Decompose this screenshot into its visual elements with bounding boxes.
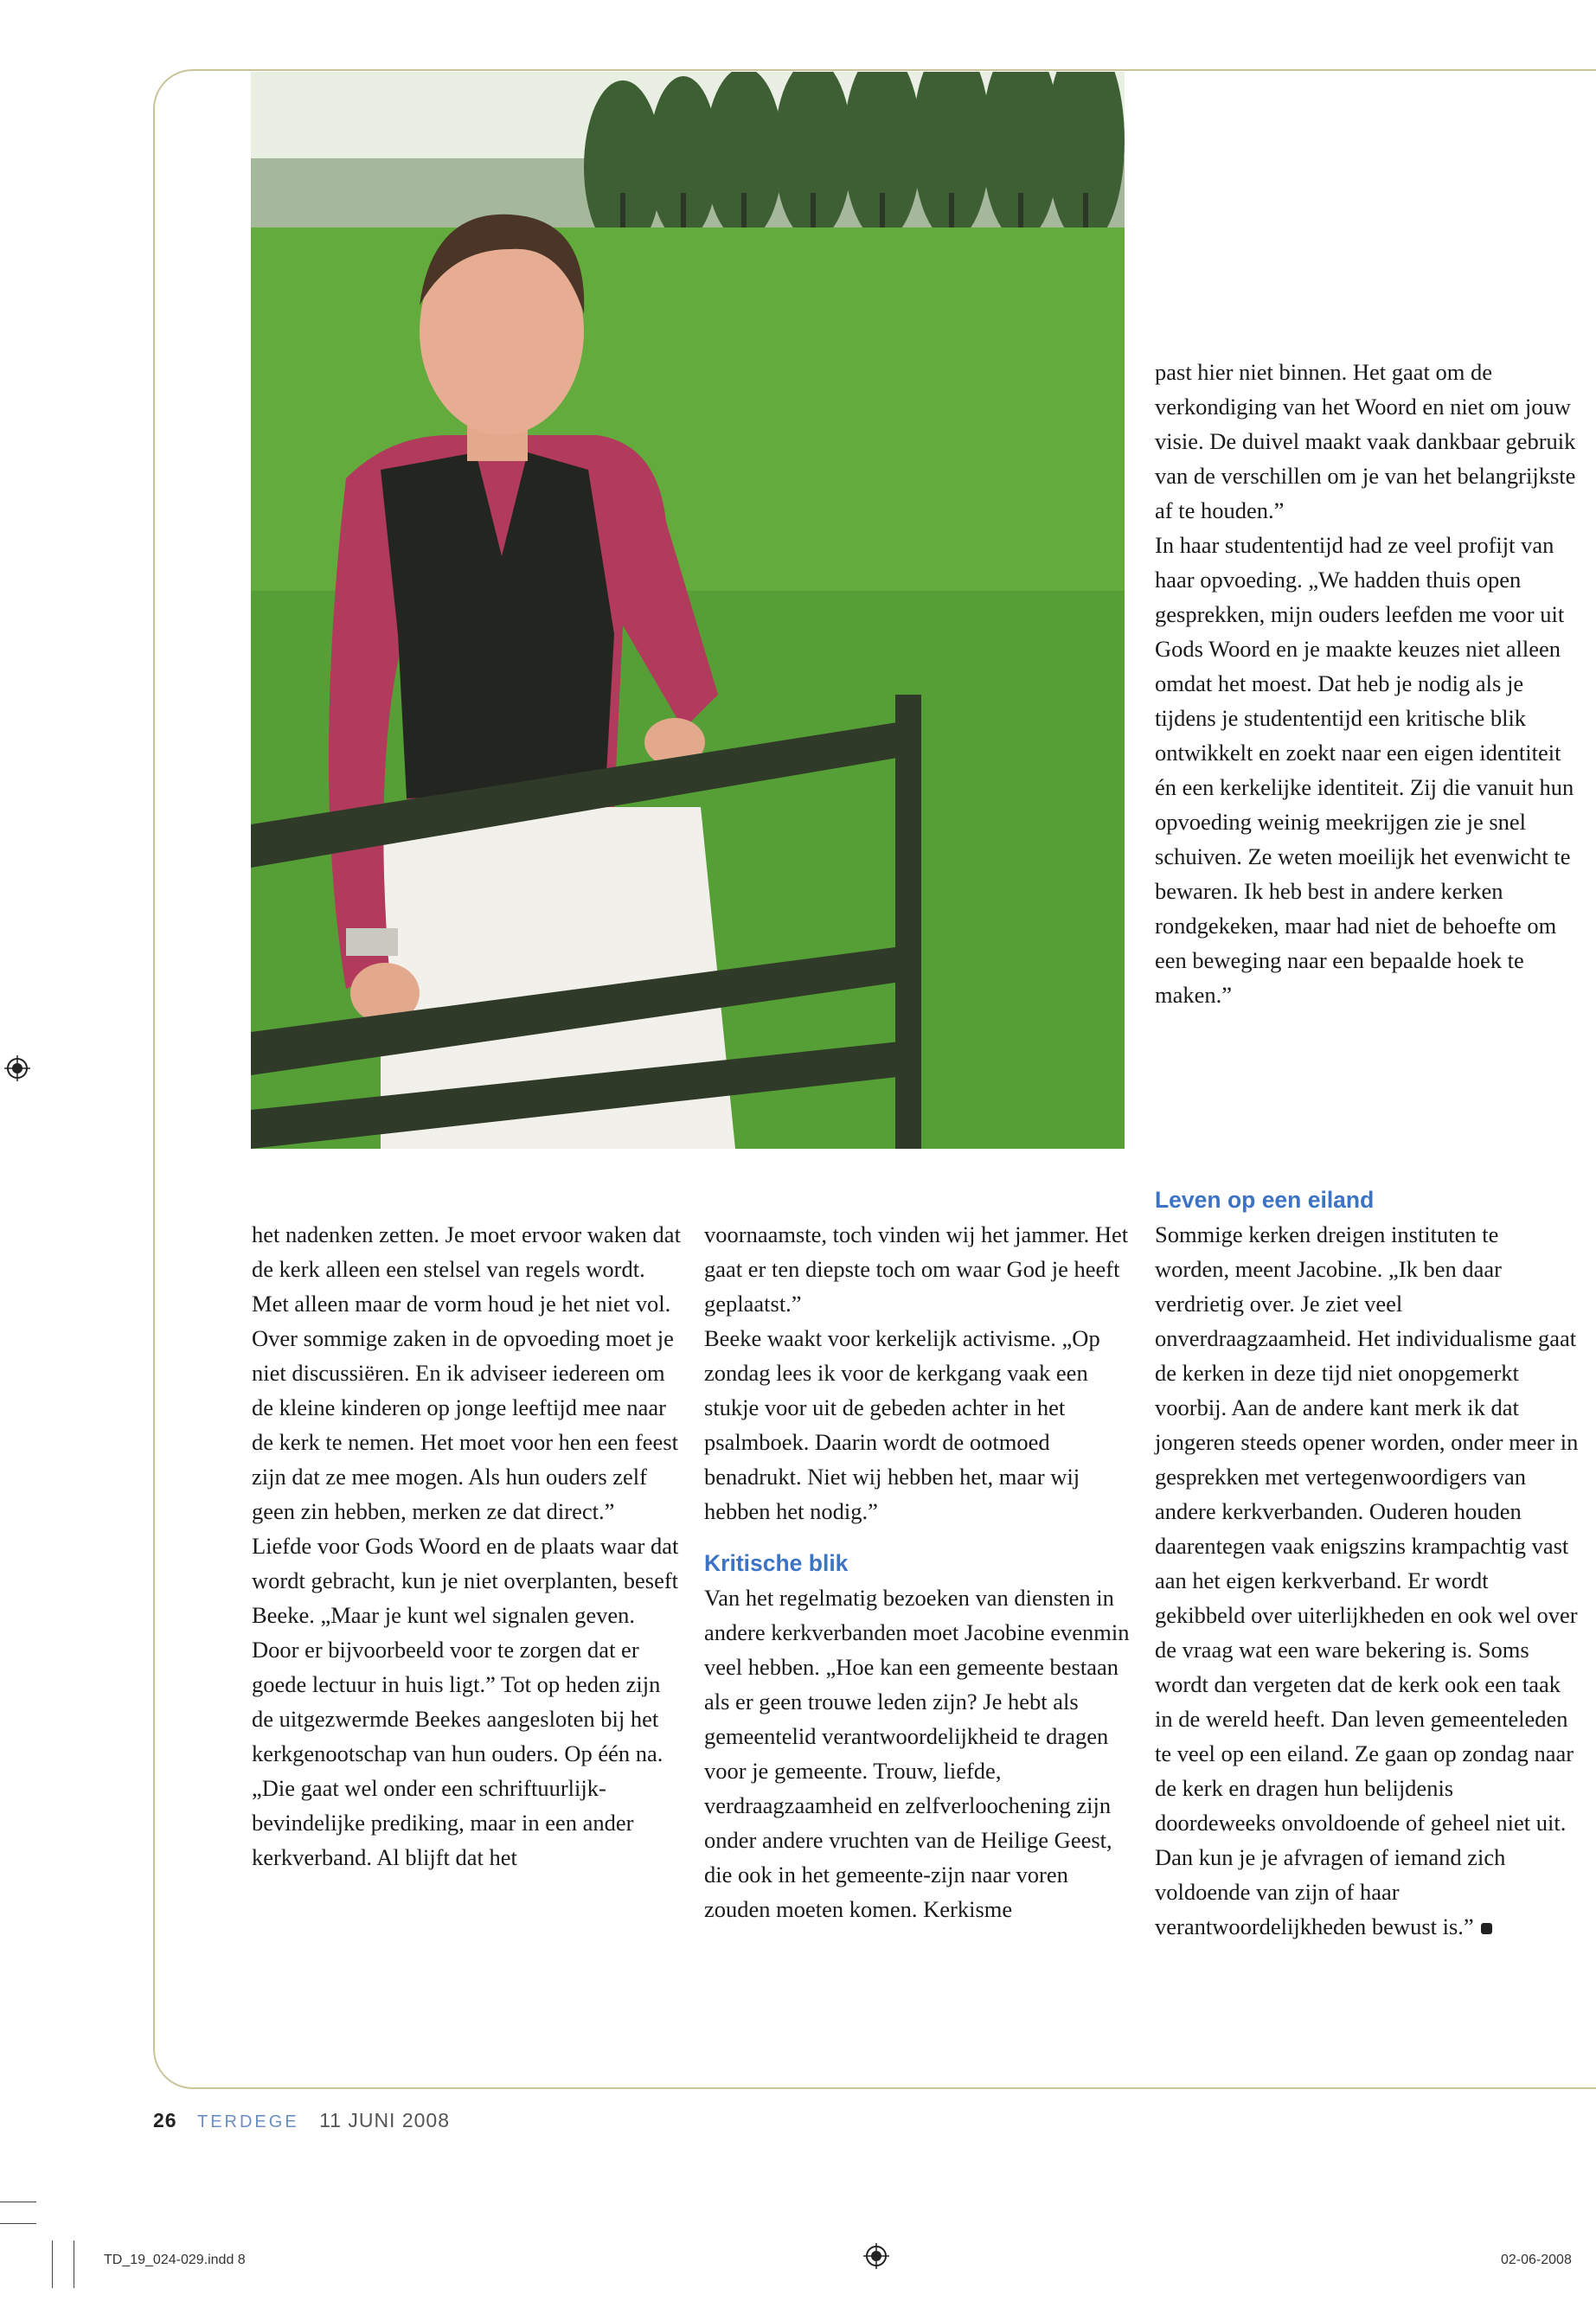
article-column-3-top (1155, 355, 1579, 1012)
end-of-article-icon (1481, 1923, 1492, 1934)
subheading-kritische-blik: Kritische blik (704, 1550, 849, 1576)
article-column-1 (252, 1217, 684, 1875)
paragraph-text: Sommige kerken dreigen instituten te worden, meent Jacobine. „Ik ben daar verdrietig over. Je ziet veel onverdraagzaamheid. Het individualisme gaat de kerken in deze tijd niet onopgemerkt voorbij. Aan de andere kant merk ik dat jongeren steeds opener worden, onder meer in gesprekken met vertegenwoordigers van andere kerkverbanden. Ouderen houden daarentegen vaak enigszins krampachtig vast aan het eigen kerkverband. Er wordt gekibbeld over uiterlijkheden en ook wel over de vraag wat een ware bekering is. Soms wordt dan vergeten dat de kerk ook een taak in de wereld heeft. Dan leven gemeenteleden te veel op een eiland. Ze gaan op zondag naar de kerk en dragen hun belijdenis doordeweeks onvoldoende of geheel niet uit. Dan kun je je afvragen of iemand zich voldoende van zijn of haar verantwoordelijkheden bewust is.” (1155, 1221, 1579, 1939)
page-footer (153, 2109, 450, 2132)
paragraph: het nadenken zetten. Je moet ervoor waken dat de kerk alleen een stelsel van regels wordt. Met alleen maar de vorm houd je het niet vol. Over sommige zaken in de opvoeding moet je niet discussiëren. En ik adviseer iedereen om de kleine kinderen op jonge leeftijd mee naar de kerk te nemen. Het moet voor hen een feest zijn dat ze mee mogen. Als hun ouders zelf geen zin hebben, merken ze dat direct.” (252, 1221, 681, 1524)
issue-date: 11 JUNI 2008 (319, 2109, 450, 2131)
slug-date: 02-06-2008 (1501, 2253, 1572, 2267)
article-column-3-bottom (1155, 1183, 1579, 1944)
paragraph (1155, 1217, 1579, 1944)
paragraph: Liefde voor Gods Woord en de plaats waar dat wordt gebracht, kun je niet overplanten, beseft Beeke. „Maar je kunt wel signalen geven. Door er bijvoorbeeld voor te zorgen dat er goede lectuur in huis ligt.” Tot op heden zijn de uitgezwermde Beekes aangesloten bij het kerkgenootschap van hun ouders. Op één na. „Die gaat wel onder een schriftuurlijk-bevindelijke prediking, maar in een ander kerkverband. Al blijft dat het (252, 1533, 679, 1870)
crop-mark (0, 2223, 36, 2224)
paragraph: past hier niet binnen. Het gaat om de verkondiging van het Woord en niet om jouw visie. De duivel maakt vaak dankbaar gebruik van de verschillen om je van het belangrijkste af te houden.” (1155, 359, 1576, 523)
article-column-2 (704, 1217, 1137, 1926)
paragraph: Van het regelmatig bezoeken van diensten in andere kerkverbanden moet Jacobine evenmin veel hebben. „Hoe kan een gemeente bestaan als er geen trouwe leden zijn? Je hebt als gemeentelid verantwoordelijkheid te dragen voor je gemeente. Trouw, liefde, verdraagzaamheid en zelfverloochening zijn onder andere vruchten van de Heilige Geest, die ook in het gemeente-zijn naar voren zouden moeten komen. Kerkisme (704, 1585, 1130, 1922)
registration-mark-icon (863, 2243, 889, 2269)
magazine-name: TERDEGE (196, 2112, 299, 2131)
photo-illustration (251, 72, 1125, 1149)
page-number: 26 (153, 2109, 177, 2131)
crop-mark (52, 2240, 53, 2288)
paragraph: In haar studententijd had ze veel profijt van haar opvoeding. „We hadden thuis open gesprekken, mijn ouders leefden me voor uit Gods Woord en je maakte keuzes niet alleen omdat het moest. Dat heb je nodig als je tijdens je studententijd een kritische blik ontwikkelt en zoekt naar een eigen identiteit én een kerkelijke identiteit. Zij die vanuit hun opvoeding weinig meekrijgen zie je snel schuiven. Ze weten moeilijk het evenwicht te bewaren. Ik heb best in andere kerken rondgekeken, maar had niet de behoefte om een beweging naar een bepaalde hoek te maken.” (1155, 532, 1574, 1008)
slug-filename: TD_19_024-029.indd 8 (104, 2253, 246, 2267)
paragraph: Beeke waakt voor kerkelijk activisme. „Op zondag lees ik voor de kerkgang vaak een stukje voor uit de gebeden achter in het psalmboek. Daarin wordt de ootmoed benadrukt. Niet wij hebben het, maar wij hebben het nodig.” (704, 1325, 1100, 1524)
portrait-photo (251, 72, 1125, 1149)
paragraph: voornaamste, toch vinden wij het jammer. Het gaat er ten diepste toch om waar God je heeft geplaatst.” (704, 1221, 1129, 1317)
registration-mark-icon (4, 1055, 30, 1081)
subheading-leven-op-een-eiland: Leven op een eiland (1155, 1187, 1375, 1213)
